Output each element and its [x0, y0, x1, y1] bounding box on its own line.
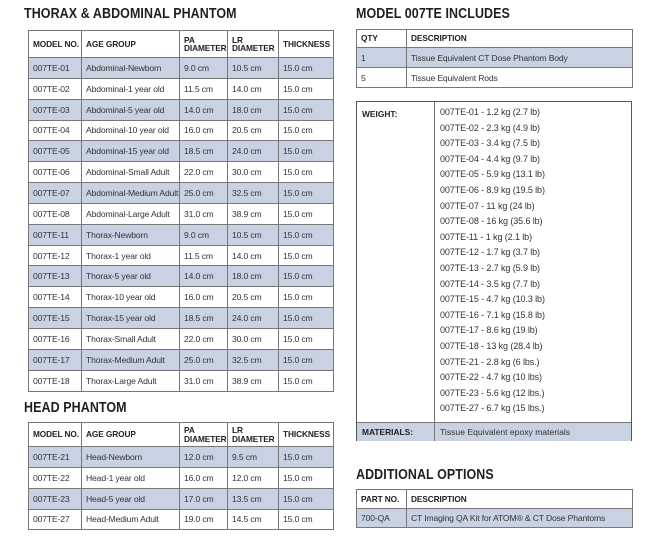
table-cell: Tissue Equivalent CT Dose Phantom Body: [407, 48, 633, 68]
table-cell: 18.0 cm: [228, 266, 279, 287]
table-cell: Thorax-Newborn: [82, 224, 180, 245]
table-cell: Thorax-10 year old: [82, 287, 180, 308]
table-cell: 30.0 cm: [228, 162, 279, 183]
table-cell: 14.0 cm: [228, 78, 279, 99]
table-cell: 700-QA: [357, 509, 407, 528]
table-cell: 32.5 cm: [228, 183, 279, 204]
table-row: [29, 78, 334, 99]
table-cell: 16.0 cm: [180, 287, 228, 308]
column-header-description: DESCRIPTION: [407, 30, 633, 48]
materials-label: MATERIALS:: [362, 427, 414, 437]
table-cell: 007TE-14: [29, 287, 82, 308]
table-cell: 10.5 cm: [228, 224, 279, 245]
table-cell: 30.0 cm: [228, 328, 279, 349]
table-cell: 14.5 cm: [228, 509, 279, 530]
materials-row: [357, 422, 631, 441]
includes-table: [356, 29, 633, 88]
weight-item: 007TE-08 - 16 kg (35.6 lb): [440, 216, 543, 227]
weight-item: 007TE-22 - 4.7 kg (10 lbs): [440, 372, 542, 383]
thorax-section-title: THORAX & ABDOMINAL PHANTOM: [24, 6, 237, 22]
table-cell: Thorax-Large Adult: [82, 370, 180, 391]
column-header-pa-diameter: PA DIAMETER: [180, 423, 228, 447]
table-cell: 15.0 cm: [279, 266, 334, 287]
weight-item: 007TE-13 - 2.7 kg (5.9 lb): [440, 262, 540, 273]
column-header-age-group: AGE GROUP: [82, 31, 180, 58]
table-cell: 007TE-23: [29, 488, 82, 509]
weight-box: [356, 101, 632, 441]
table-cell: Head-Medium Adult: [82, 509, 180, 530]
table-cell: Tissue Equivalent Rods: [407, 68, 633, 88]
column-header-thickness: THICKNESS: [279, 31, 334, 58]
table-cell: 007TE-18: [29, 370, 82, 391]
table-row: [29, 58, 334, 79]
table-cell: 14.0 cm: [180, 99, 228, 120]
table-cell: CT Imaging QA Kit for ATOM® & CT Dose Phantoms: [407, 509, 633, 528]
table-cell: 007TE-12: [29, 245, 82, 266]
table-cell: 007TE-17: [29, 349, 82, 370]
table-cell: 007TE-13: [29, 266, 82, 287]
table-cell: 18.5 cm: [180, 308, 228, 329]
weight-divider: [434, 102, 435, 422]
table-cell: 007TE-01: [29, 58, 82, 79]
table-cell: 13.5 cm: [228, 488, 279, 509]
table-cell: 17.0 cm: [180, 488, 228, 509]
column-header-description: DESCRIPTION: [407, 490, 633, 509]
table-cell: 15.0 cm: [279, 467, 334, 488]
column-header-model-no: MODEL NO.: [29, 423, 82, 447]
column-header-part-no: PART NO.: [357, 490, 407, 509]
table-cell: 14.0 cm: [228, 245, 279, 266]
table-cell: 9.0 cm: [180, 58, 228, 79]
table-cell: 007TE-06: [29, 162, 82, 183]
table-row: [29, 447, 334, 468]
table-cell: Head-1 year old: [82, 467, 180, 488]
weight-item: 007TE-11 - 1 kg (2.1 lb): [440, 231, 532, 242]
weight-list: [440, 105, 545, 417]
table-cell: 18.0 cm: [228, 99, 279, 120]
table-cell: Abdominal-Small Adult: [82, 162, 180, 183]
column-header-qty: QTY: [357, 30, 407, 48]
table-cell: 31.0 cm: [180, 370, 228, 391]
thorax-header-row: [29, 31, 334, 58]
table-cell: 15.0 cm: [279, 183, 334, 204]
table-cell: 15.0 cm: [279, 245, 334, 266]
includes-section-title: MODEL 007TE INCLUDES: [356, 6, 510, 22]
column-header-thickness: THICKNESS: [279, 423, 334, 447]
table-cell: 15.0 cm: [279, 328, 334, 349]
table-cell: 24.0 cm: [228, 141, 279, 162]
table-cell: 32.5 cm: [228, 349, 279, 370]
column-header-age-group: AGE GROUP: [82, 423, 180, 447]
table-cell: 007TE-22: [29, 467, 82, 488]
table-row: [29, 287, 334, 308]
table-cell: 007TE-05: [29, 141, 82, 162]
table-row: [357, 68, 633, 88]
weight-item: 007TE-21 - 2.8 kg (6 lbs.): [440, 356, 540, 367]
table-cell: 15.0 cm: [279, 308, 334, 329]
column-header-lr-diameter: LR DIAMETER: [228, 31, 279, 58]
table-cell: 15.0 cm: [279, 99, 334, 120]
weight-item: 007TE-16 - 7.1 kg (15.8 lb): [440, 309, 545, 320]
weight-label: WEIGHT:: [362, 109, 398, 119]
table-cell: 15.0 cm: [279, 509, 334, 530]
table-cell: 20.5 cm: [228, 287, 279, 308]
table-row: [29, 99, 334, 120]
table-cell: 15.0 cm: [279, 224, 334, 245]
table-cell: 22.0 cm: [180, 162, 228, 183]
table-cell: 15.0 cm: [279, 78, 334, 99]
table-row: [29, 162, 334, 183]
table-cell: 007TE-21: [29, 447, 82, 468]
table-cell: 15.0 cm: [279, 349, 334, 370]
head-section-title: HEAD PHANTOM: [24, 400, 127, 416]
table-row: [357, 48, 633, 68]
table-row: [29, 141, 334, 162]
table-cell: 38.9 cm: [228, 203, 279, 224]
table-cell: Abdominal-1 year old: [82, 78, 180, 99]
table-cell: Head-Newborn: [82, 447, 180, 468]
table-row: [29, 266, 334, 287]
table-cell: 24.0 cm: [228, 308, 279, 329]
table-cell: 11.5 cm: [180, 78, 228, 99]
column-header-lr-diameter: LR DIAMETER: [228, 423, 279, 447]
weight-item: 007TE-14 - 3.5 kg (7.7 lb): [440, 278, 540, 289]
table-row: [29, 224, 334, 245]
table-cell: 007TE-07: [29, 183, 82, 204]
table-cell: 10.5 cm: [228, 58, 279, 79]
table-cell: Abdominal-15 year old: [82, 141, 180, 162]
table-cell: Abdominal-5 year old: [82, 99, 180, 120]
column-header-model-no: MODEL NO.: [29, 31, 82, 58]
table-row: [29, 349, 334, 370]
head-header-row: [29, 423, 334, 447]
table-cell: Thorax-Medium Adult: [82, 349, 180, 370]
table-cell: 25.0 cm: [180, 183, 228, 204]
table-cell: 31.0 cm: [180, 203, 228, 224]
weight-item: 007TE-27 - 6.7 kg (15 lbs.): [440, 403, 545, 414]
table-cell: 19.0 cm: [180, 509, 228, 530]
table-cell: 25.0 cm: [180, 349, 228, 370]
table-row: [29, 245, 334, 266]
materials-divider: [434, 423, 435, 441]
table-cell: Abdominal-10 year old: [82, 120, 180, 141]
table-row: [29, 183, 334, 204]
table-row: [29, 509, 334, 530]
head-table: [28, 422, 334, 530]
weight-item: 007TE-06 - 8.9 kg (19.5 lb): [440, 184, 545, 195]
table-cell: 16.0 cm: [180, 467, 228, 488]
table-cell: 007TE-04: [29, 120, 82, 141]
table-row: [29, 488, 334, 509]
options-table: [356, 489, 633, 528]
table-cell: Thorax-1 year old: [82, 245, 180, 266]
table-cell: Thorax-15 year old: [82, 308, 180, 329]
table-cell: 12.0 cm: [228, 467, 279, 488]
table-cell: 9.0 cm: [180, 224, 228, 245]
table-cell: 1: [357, 48, 407, 68]
table-cell: 007TE-08: [29, 203, 82, 224]
table-row: [29, 328, 334, 349]
weight-item: 007TE-07 - 11 kg (24 lb): [440, 200, 535, 211]
weight-item: 007TE-04 - 4.4 kg (9.7 lb): [440, 153, 540, 164]
table-cell: 15.0 cm: [279, 447, 334, 468]
table-cell: 007TE-11: [29, 224, 82, 245]
table-cell: 15.0 cm: [279, 203, 334, 224]
table-cell: 15.0 cm: [279, 141, 334, 162]
table-cell: 12.0 cm: [180, 447, 228, 468]
options-section-title: ADDITIONAL OPTIONS: [356, 467, 494, 483]
table-cell: 38.9 cm: [228, 370, 279, 391]
table-cell: 22.0 cm: [180, 328, 228, 349]
table-row: [29, 370, 334, 391]
table-cell: Thorax-5 year old: [82, 266, 180, 287]
includes-header-row: [357, 30, 633, 48]
table-cell: 18.5 cm: [180, 141, 228, 162]
table-row: [29, 467, 334, 488]
table-cell: 15.0 cm: [279, 488, 334, 509]
table-cell: 007TE-15: [29, 308, 82, 329]
table-cell: Thorax-Small Adult: [82, 328, 180, 349]
table-cell: 9.5 cm: [228, 447, 279, 468]
weight-item: 007TE-18 - 13 kg (28.4 lb): [440, 340, 543, 351]
thorax-table: [28, 30, 334, 392]
table-cell: 15.0 cm: [279, 120, 334, 141]
table-cell: 11.5 cm: [180, 245, 228, 266]
table-cell: 15.0 cm: [279, 58, 334, 79]
table-cell: 14.0 cm: [180, 266, 228, 287]
table-cell: Head-5 year old: [82, 488, 180, 509]
column-header-pa-diameter: PA DIAMETER: [180, 31, 228, 58]
table-cell: Abdominal-Newborn: [82, 58, 180, 79]
table-row: [29, 120, 334, 141]
weight-item: 007TE-05 - 5.9 kg (13.1 lb): [440, 169, 545, 180]
table-cell: 16.0 cm: [180, 120, 228, 141]
table-cell: 15.0 cm: [279, 287, 334, 308]
table-cell: 15.0 cm: [279, 162, 334, 183]
weight-item: 007TE-12 - 1.7 kg (3.7 lb): [440, 247, 540, 258]
weight-item: 007TE-03 - 3.4 kg (7.5 lb): [440, 138, 540, 149]
table-row: [29, 308, 334, 329]
options-header-row: [357, 490, 633, 509]
table-cell: 15.0 cm: [279, 370, 334, 391]
table-cell: 007TE-16: [29, 328, 82, 349]
table-cell: 5: [357, 68, 407, 88]
table-cell: 007TE-27: [29, 509, 82, 530]
table-cell: Abdominal-Large Adult: [82, 203, 180, 224]
materials-value: Tissue Equivalent epoxy materials: [440, 427, 571, 437]
table-cell: 20.5 cm: [228, 120, 279, 141]
table-cell: Abdominal-Medium Adult: [82, 183, 180, 204]
weight-item: 007TE-01 - 1.2 kg (2.7 lb): [440, 107, 540, 117]
weight-item: 007TE-23 - 5.6 kg (12 lbs.): [440, 387, 545, 398]
table-cell: 007TE-02: [29, 78, 82, 99]
table-row: [357, 509, 633, 528]
table-row: [29, 203, 334, 224]
table-cell: 007TE-03: [29, 99, 82, 120]
weight-item: 007TE-15 - 4.7 kg (10.3 lb): [440, 294, 545, 305]
weight-item: 007TE-17 - 8.6 kg (19 lb): [440, 325, 538, 336]
weight-item: 007TE-02 - 2.3 kg (4.9 lb): [440, 122, 540, 133]
